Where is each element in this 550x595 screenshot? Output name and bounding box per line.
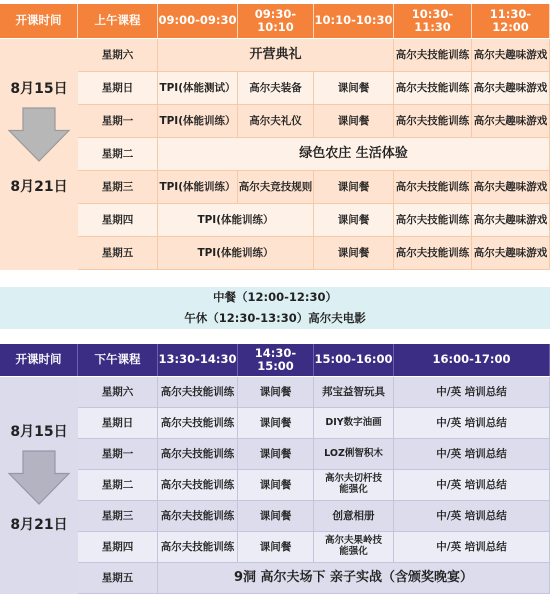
pm-cell: 邦宝益智玩具 bbox=[314, 377, 394, 408]
pm-header-cell: 13:30-14:30 bbox=[158, 344, 238, 376]
pm-cell: 课间餐 bbox=[238, 408, 314, 439]
am-cell: 高尔夫趣味游戏 bbox=[472, 204, 550, 237]
am-cell: 高尔夫竞技规则 bbox=[238, 171, 314, 204]
pm-day-label: 星期三 bbox=[78, 501, 158, 532]
am-cell: 高尔夫礼仪 bbox=[238, 105, 314, 138]
am-cell: 高尔夫技能训练 bbox=[394, 39, 472, 72]
am-day-label: 星期日 bbox=[78, 72, 158, 105]
pm-down-arrow-icon bbox=[7, 450, 71, 506]
am-cell: TPI(体能训练） bbox=[158, 171, 238, 204]
am-cell: 课间餐 bbox=[314, 105, 394, 138]
am-cell: 高尔夫趣味游戏 bbox=[472, 105, 550, 138]
pm-day-label: 星期六 bbox=[78, 377, 158, 408]
am-day-label: 星期三 bbox=[78, 171, 158, 204]
pm-cell: 高尔夫技能训练 bbox=[158, 501, 238, 532]
am-header-cell: 09:00-09:30 bbox=[158, 4, 238, 38]
am-cell: TPI(体能训练） bbox=[158, 204, 314, 237]
pm-cell: 高尔夫技能训练 bbox=[158, 408, 238, 439]
am-header-cell: 09:30-10:10 bbox=[238, 4, 314, 38]
pm-day-label: 星期五 bbox=[78, 563, 158, 594]
pm-cell: 高尔夫技能训练 bbox=[158, 532, 238, 563]
pm-date-start: 8月15日 bbox=[10, 423, 68, 440]
am-cell: TPI(体能训练） bbox=[158, 237, 314, 270]
am-day-label: 星期二 bbox=[78, 138, 158, 171]
am-header-cell: 11:30-12:00 bbox=[472, 4, 550, 38]
am-cell: 高尔夫技能训练 bbox=[394, 237, 472, 270]
lunch-rest-band: 午休（12:30-13:30）高尔夫电影 bbox=[0, 308, 550, 329]
pm-cell: 高尔夫切杆技能强化 bbox=[314, 470, 394, 501]
pm-day-label: 星期四 bbox=[78, 532, 158, 563]
am-cell: TPI(体能测试） bbox=[158, 72, 238, 105]
pm-cell: 创意相册 bbox=[314, 501, 394, 532]
am-date-end: 8月21日 bbox=[10, 178, 68, 195]
am-cell: 高尔夫趣味游戏 bbox=[472, 72, 550, 105]
am-cell: 高尔夫技能训练 bbox=[394, 204, 472, 237]
am-date-start: 8月15日 bbox=[10, 80, 68, 97]
pm-header-cell: 14:30-15:00 bbox=[238, 344, 314, 376]
pm-cell: 中/英 培训总结 bbox=[394, 439, 550, 470]
pm-cell: 中/英 培训总结 bbox=[394, 408, 550, 439]
am-day-label: 星期五 bbox=[78, 237, 158, 270]
am-down-arrow-icon bbox=[7, 107, 71, 163]
am-cell: 高尔夫趣味游戏 bbox=[472, 39, 550, 72]
am-cell: 课间餐 bbox=[314, 204, 394, 237]
pm-header-cell: 15:00-16:00 bbox=[314, 344, 394, 376]
am-cell: 课间餐 bbox=[314, 237, 394, 270]
pm-header-cell: 16:00-17:00 bbox=[394, 344, 550, 376]
am-cell: 课间餐 bbox=[314, 72, 394, 105]
am-cell: 高尔夫趣味游戏 bbox=[472, 237, 550, 270]
am-cell: 高尔夫趣味游戏 bbox=[472, 171, 550, 204]
pm-cell: 中/英 培训总结 bbox=[394, 377, 550, 408]
pm-cell: 课间餐 bbox=[238, 501, 314, 532]
am-day-label: 星期四 bbox=[78, 204, 158, 237]
pm-day-label: 星期一 bbox=[78, 439, 158, 470]
am-header-cell: 开课时间 bbox=[0, 4, 78, 38]
pm-cell: 中/英 培训总结 bbox=[394, 501, 550, 532]
am-cell: TPI(体能训练） bbox=[158, 105, 238, 138]
am-header-cell: 10:30-11:30 bbox=[394, 4, 472, 38]
am-cell: 高尔夫技能训练 bbox=[394, 72, 472, 105]
am-day-label: 星期六 bbox=[78, 39, 158, 72]
pm-header-cell: 下午课程 bbox=[78, 344, 158, 376]
pm-date-end: 8月21日 bbox=[10, 516, 68, 533]
am-cell: 课间餐 bbox=[314, 171, 394, 204]
pm-cell: 高尔夫技能训练 bbox=[158, 377, 238, 408]
am-cell: 高尔夫技能训练 bbox=[394, 171, 472, 204]
pm-cell: 高尔夫技能训练 bbox=[158, 439, 238, 470]
pm-cell: LOZ俐智积木 bbox=[314, 439, 394, 470]
pm-cell: DIY数字油画 bbox=[314, 408, 394, 439]
am-day-label: 星期一 bbox=[78, 105, 158, 138]
pm-day-label: 星期日 bbox=[78, 408, 158, 439]
am-cell: 高尔夫技能训练 bbox=[394, 105, 472, 138]
pm-cell: 课间餐 bbox=[238, 377, 314, 408]
lunch-meal-band: 中餐（12:00-12:30） bbox=[0, 287, 550, 308]
pm-cell: 高尔夫技能训练 bbox=[158, 470, 238, 501]
am-cell: 高尔夫装备 bbox=[238, 72, 314, 105]
pm-cell: 课间餐 bbox=[238, 439, 314, 470]
pm-event-span: 9洞 高尔夫场下 亲子实战（含颁奖晚宴） bbox=[158, 563, 550, 594]
am-event-span: 开营典礼 bbox=[158, 39, 394, 72]
am-header-cell: 上午课程 bbox=[78, 4, 158, 38]
pm-cell: 中/英 培训总结 bbox=[394, 532, 550, 563]
am-event-span: 绿色农庄 生活体验 bbox=[158, 138, 550, 171]
pm-cell: 课间餐 bbox=[238, 532, 314, 563]
am-header-cell: 10:10-10:30 bbox=[314, 4, 394, 38]
pm-cell: 课间餐 bbox=[238, 470, 314, 501]
pm-header-cell: 开课时间 bbox=[0, 344, 78, 376]
pm-day-label: 星期二 bbox=[78, 470, 158, 501]
pm-cell: 高尔夫果岭技能强化 bbox=[314, 532, 394, 563]
pm-cell: 中/英 培训总结 bbox=[394, 470, 550, 501]
